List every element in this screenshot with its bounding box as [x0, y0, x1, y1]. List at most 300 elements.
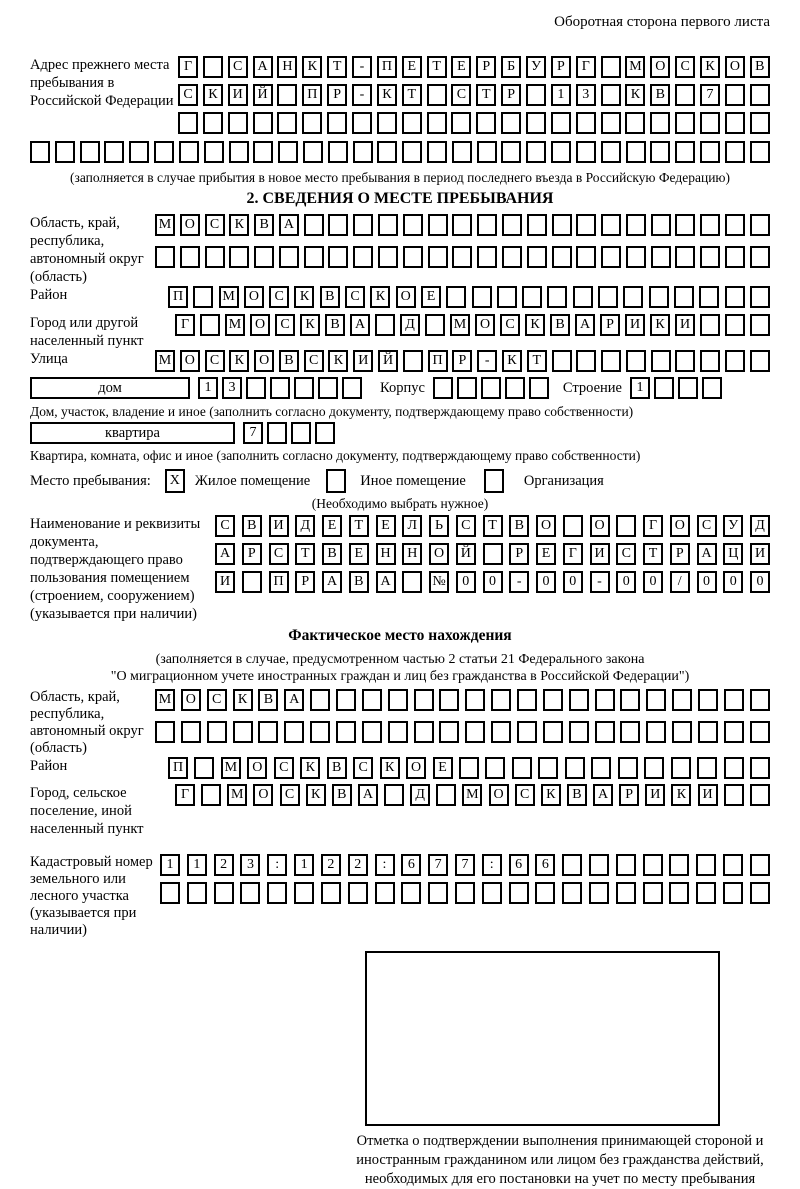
char-cell[interactable]: [723, 882, 743, 904]
char-cell[interactable]: [522, 286, 542, 308]
char-cell[interactable]: [725, 214, 745, 236]
char-cell[interactable]: [700, 246, 720, 268]
char-cell[interactable]: :: [267, 854, 287, 876]
char-cell[interactable]: К: [300, 314, 320, 336]
char-cell[interactable]: 1: [187, 854, 207, 876]
char-cell[interactable]: С: [275, 314, 295, 336]
char-cell[interactable]: [700, 214, 720, 236]
kadastr-row-1[interactable]: [160, 854, 770, 876]
char-cell[interactable]: С: [675, 56, 695, 78]
char-cell[interactable]: [696, 882, 716, 904]
char-cell[interactable]: [643, 854, 663, 876]
char-cell[interactable]: [377, 141, 397, 163]
char-cell[interactable]: [725, 141, 745, 163]
char-cell[interactable]: О: [725, 56, 745, 78]
char-cell[interactable]: 3: [576, 84, 596, 106]
char-cell[interactable]: Н: [277, 56, 297, 78]
char-cell[interactable]: И: [228, 84, 248, 106]
char-cell[interactable]: В: [509, 515, 529, 537]
char-cell[interactable]: Г: [178, 56, 198, 78]
char-cell[interactable]: Е: [376, 515, 396, 537]
char-cell[interactable]: [436, 784, 456, 806]
char-cell[interactable]: [750, 246, 770, 268]
char-cell[interactable]: [526, 141, 546, 163]
char-cell[interactable]: [552, 214, 572, 236]
char-cell[interactable]: [675, 350, 695, 372]
char-cell[interactable]: [696, 854, 716, 876]
char-cell[interactable]: С: [269, 286, 289, 308]
char-cell[interactable]: [526, 84, 546, 106]
char-cell[interactable]: [723, 854, 743, 876]
char-cell[interactable]: Ь: [429, 515, 449, 537]
char-cell[interactable]: Е: [322, 515, 342, 537]
char-cell[interactable]: [750, 882, 770, 904]
char-cell[interactable]: [724, 757, 744, 779]
char-cell[interactable]: [403, 214, 423, 236]
char-cell[interactable]: [253, 112, 273, 134]
char-cell[interactable]: [193, 286, 213, 308]
char-cell[interactable]: М: [155, 689, 175, 711]
char-cell[interactable]: [214, 882, 234, 904]
char-cell[interactable]: [428, 214, 448, 236]
char-cell[interactable]: [620, 721, 640, 743]
char-cell[interactable]: И: [675, 314, 695, 336]
char-cell[interactable]: [626, 246, 646, 268]
char-cell[interactable]: С: [207, 689, 227, 711]
char-cell[interactable]: С: [304, 350, 324, 372]
char-cell[interactable]: [750, 314, 770, 336]
char-cell[interactable]: С: [280, 784, 300, 806]
char-cell[interactable]: О: [670, 515, 690, 537]
char-cell[interactable]: Р: [242, 543, 262, 565]
char-cell[interactable]: В: [322, 543, 342, 565]
char-cell[interactable]: Д: [410, 784, 430, 806]
char-cell[interactable]: К: [233, 689, 253, 711]
char-cell[interactable]: [203, 112, 223, 134]
char-cell[interactable]: [601, 214, 621, 236]
char-cell[interactable]: С: [228, 56, 248, 78]
char-cell[interactable]: К: [229, 214, 249, 236]
char-cell[interactable]: [491, 689, 511, 711]
char-cell[interactable]: [310, 689, 330, 711]
char-cell[interactable]: [362, 689, 382, 711]
char-cell[interactable]: 1: [294, 854, 314, 876]
char-cell[interactable]: Р: [670, 543, 690, 565]
char-cell[interactable]: Е: [402, 56, 422, 78]
char-cell[interactable]: [551, 112, 571, 134]
char-cell[interactable]: П: [302, 84, 322, 106]
char-cell[interactable]: А: [284, 689, 304, 711]
char-cell[interactable]: [294, 882, 314, 904]
prev-address-row-4[interactable]: [30, 141, 770, 163]
char-cell[interactable]: 3: [222, 377, 242, 399]
char-cell[interactable]: [654, 377, 674, 399]
char-cell[interactable]: [616, 882, 636, 904]
char-cell[interactable]: [626, 214, 646, 236]
char-cell[interactable]: [589, 854, 609, 876]
char-cell[interactable]: [551, 141, 571, 163]
char-cell[interactable]: [277, 84, 297, 106]
char-cell[interactable]: [377, 112, 397, 134]
char-cell[interactable]: [328, 141, 348, 163]
char-cell[interactable]: [481, 377, 501, 399]
char-cell[interactable]: Р: [476, 56, 496, 78]
char-cell[interactable]: А: [358, 784, 378, 806]
char-cell[interactable]: [750, 141, 770, 163]
char-cell[interactable]: К: [525, 314, 545, 336]
char-cell[interactable]: [240, 882, 260, 904]
char-cell[interactable]: [517, 721, 537, 743]
char-cell[interactable]: Й: [378, 350, 398, 372]
char-cell[interactable]: [527, 246, 547, 268]
char-cell[interactable]: В: [750, 56, 770, 78]
char-cell[interactable]: [414, 689, 434, 711]
char-cell[interactable]: [403, 246, 423, 268]
char-cell[interactable]: [517, 689, 537, 711]
char-cell[interactable]: Р: [551, 56, 571, 78]
char-cell[interactable]: [725, 286, 745, 308]
char-cell[interactable]: [154, 141, 174, 163]
char-cell[interactable]: [702, 377, 722, 399]
char-cell[interactable]: [201, 784, 221, 806]
char-cell[interactable]: [302, 112, 322, 134]
char-cell[interactable]: Й: [253, 84, 273, 106]
char-cell[interactable]: 1: [551, 84, 571, 106]
char-cell[interactable]: [229, 141, 249, 163]
char-cell[interactable]: К: [380, 757, 400, 779]
char-cell[interactable]: [616, 854, 636, 876]
char-cell[interactable]: Р: [509, 543, 529, 565]
kvartira-box[interactable]: квартира: [30, 422, 235, 444]
char-cell[interactable]: /: [670, 571, 690, 593]
char-cell[interactable]: [543, 689, 563, 711]
char-cell[interactable]: В: [254, 214, 274, 236]
dom-box[interactable]: дом: [30, 377, 190, 399]
char-cell[interactable]: С: [697, 515, 717, 537]
char-cell[interactable]: [595, 721, 615, 743]
char-cell[interactable]: [294, 377, 314, 399]
char-cell[interactable]: [321, 882, 341, 904]
char-cell[interactable]: [246, 377, 266, 399]
char-cell[interactable]: [327, 112, 347, 134]
char-cell[interactable]: [200, 314, 220, 336]
char-cell[interactable]: [697, 757, 717, 779]
char-cell[interactable]: [477, 246, 497, 268]
char-cell[interactable]: [336, 689, 356, 711]
char-cell[interactable]: [535, 882, 555, 904]
char-cell[interactable]: [353, 214, 373, 236]
char-cell[interactable]: [428, 882, 448, 904]
document-row-1[interactable]: [215, 515, 770, 537]
char-cell[interactable]: [569, 689, 589, 711]
char-cell[interactable]: [650, 112, 670, 134]
char-cell[interactable]: С: [456, 515, 476, 537]
char-cell[interactable]: [187, 882, 207, 904]
char-cell[interactable]: [451, 112, 471, 134]
char-cell[interactable]: [651, 246, 671, 268]
char-cell[interactable]: [284, 721, 304, 743]
char-cell[interactable]: №: [429, 571, 449, 593]
char-cell[interactable]: С: [515, 784, 535, 806]
char-cell[interactable]: М: [462, 784, 482, 806]
char-cell[interactable]: Г: [175, 314, 195, 336]
char-cell[interactable]: 7: [455, 854, 475, 876]
kvartira-cells[interactable]: [243, 422, 335, 444]
char-cell[interactable]: С: [451, 84, 471, 106]
char-cell[interactable]: О: [253, 784, 273, 806]
char-cell[interactable]: [482, 882, 502, 904]
char-cell[interactable]: [501, 112, 521, 134]
char-cell[interactable]: [205, 246, 225, 268]
char-cell[interactable]: [303, 141, 323, 163]
char-cell[interactable]: [267, 422, 287, 444]
char-cell[interactable]: [750, 286, 770, 308]
char-cell[interactable]: [601, 350, 621, 372]
char-cell[interactable]: [573, 286, 593, 308]
char-cell[interactable]: С: [616, 543, 636, 565]
char-cell[interactable]: 0: [616, 571, 636, 593]
char-cell[interactable]: 6: [401, 854, 421, 876]
char-cell[interactable]: М: [155, 214, 175, 236]
char-cell[interactable]: [576, 214, 596, 236]
char-cell[interactable]: [698, 721, 718, 743]
char-cell[interactable]: [598, 286, 618, 308]
char-cell[interactable]: [502, 214, 522, 236]
char-cell[interactable]: [457, 377, 477, 399]
char-cell[interactable]: [497, 286, 517, 308]
char-cell[interactable]: [678, 377, 698, 399]
char-cell[interactable]: Р: [327, 84, 347, 106]
char-cell[interactable]: Р: [619, 784, 639, 806]
char-cell[interactable]: Т: [349, 515, 369, 537]
char-cell[interactable]: [402, 112, 422, 134]
char-cell[interactable]: И: [353, 350, 373, 372]
char-cell[interactable]: 6: [509, 854, 529, 876]
char-cell[interactable]: М: [221, 757, 241, 779]
char-cell[interactable]: [178, 112, 198, 134]
char-cell[interactable]: [618, 757, 638, 779]
char-cell[interactable]: [675, 112, 695, 134]
char-cell[interactable]: [455, 882, 475, 904]
char-cell[interactable]: [750, 784, 770, 806]
char-cell[interactable]: [207, 721, 227, 743]
char-cell[interactable]: О: [406, 757, 426, 779]
char-cell[interactable]: М: [155, 350, 175, 372]
char-cell[interactable]: [155, 721, 175, 743]
char-cell[interactable]: [352, 112, 372, 134]
char-cell[interactable]: И: [645, 784, 665, 806]
char-cell[interactable]: 0: [697, 571, 717, 593]
char-cell[interactable]: Е: [451, 56, 471, 78]
char-cell[interactable]: [427, 84, 447, 106]
char-cell[interactable]: [291, 422, 311, 444]
char-cell[interactable]: [672, 689, 692, 711]
char-cell[interactable]: [526, 112, 546, 134]
char-cell[interactable]: К: [302, 56, 322, 78]
char-cell[interactable]: [623, 286, 643, 308]
char-cell[interactable]: [491, 721, 511, 743]
char-cell[interactable]: [750, 721, 770, 743]
document-row-2[interactable]: [215, 543, 770, 565]
char-cell[interactable]: [651, 350, 671, 372]
char-cell[interactable]: О: [475, 314, 495, 336]
char-cell[interactable]: [589, 882, 609, 904]
char-cell[interactable]: [576, 350, 596, 372]
char-cell[interactable]: [601, 141, 621, 163]
char-cell[interactable]: [601, 56, 621, 78]
char-cell[interactable]: [750, 350, 770, 372]
char-cell[interactable]: [401, 882, 421, 904]
char-cell[interactable]: К: [306, 784, 326, 806]
char-cell[interactable]: П: [168, 286, 188, 308]
char-cell[interactable]: О: [536, 515, 556, 537]
char-cell[interactable]: П: [168, 757, 188, 779]
char-cell[interactable]: В: [567, 784, 587, 806]
char-cell[interactable]: [55, 141, 75, 163]
char-cell[interactable]: [750, 84, 770, 106]
char-cell[interactable]: [342, 377, 362, 399]
char-cell[interactable]: -: [352, 84, 372, 106]
char-cell[interactable]: [562, 854, 582, 876]
char-cell[interactable]: [328, 214, 348, 236]
char-cell[interactable]: С: [205, 214, 225, 236]
char-cell[interactable]: [402, 141, 422, 163]
char-cell[interactable]: В: [550, 314, 570, 336]
char-cell[interactable]: С: [353, 757, 373, 779]
char-cell[interactable]: [565, 757, 585, 779]
char-cell[interactable]: [228, 112, 248, 134]
char-cell[interactable]: С: [500, 314, 520, 336]
char-cell[interactable]: [129, 141, 149, 163]
char-cell[interactable]: Т: [483, 515, 503, 537]
char-cell[interactable]: [465, 689, 485, 711]
char-cell[interactable]: М: [227, 784, 247, 806]
char-cell[interactable]: [649, 286, 669, 308]
char-cell[interactable]: :: [482, 854, 502, 876]
char-cell[interactable]: [700, 314, 720, 336]
char-cell[interactable]: [698, 689, 718, 711]
char-cell[interactable]: [446, 286, 466, 308]
char-cell[interactable]: [671, 757, 691, 779]
char-cell[interactable]: [279, 246, 299, 268]
char-cell[interactable]: [724, 721, 744, 743]
char-cell[interactable]: [547, 286, 567, 308]
char-cell[interactable]: [625, 112, 645, 134]
char-cell[interactable]: 1: [198, 377, 218, 399]
char-cell[interactable]: В: [279, 350, 299, 372]
char-cell[interactable]: [160, 882, 180, 904]
char-cell[interactable]: А: [322, 571, 342, 593]
char-cell[interactable]: 7: [428, 854, 448, 876]
char-cell[interactable]: [378, 246, 398, 268]
char-cell[interactable]: С: [274, 757, 294, 779]
char-cell[interactable]: Т: [527, 350, 547, 372]
char-cell[interactable]: [203, 56, 223, 78]
char-cell[interactable]: С: [205, 350, 225, 372]
char-cell[interactable]: К: [377, 84, 397, 106]
char-cell[interactable]: Н: [376, 543, 396, 565]
char-cell[interactable]: [452, 214, 472, 236]
char-cell[interactable]: М: [450, 314, 470, 336]
char-cell[interactable]: [483, 543, 503, 565]
char-cell[interactable]: [425, 314, 445, 336]
char-cell[interactable]: [477, 141, 497, 163]
char-cell[interactable]: [750, 854, 770, 876]
char-cell[interactable]: [675, 141, 695, 163]
char-cell[interactable]: [242, 571, 262, 593]
char-cell[interactable]: У: [526, 56, 546, 78]
char-cell[interactable]: [258, 721, 278, 743]
char-cell[interactable]: [724, 689, 744, 711]
char-cell[interactable]: М: [225, 314, 245, 336]
char-cell[interactable]: -: [352, 56, 372, 78]
char-cell[interactable]: [543, 721, 563, 743]
char-cell[interactable]: [700, 112, 720, 134]
char-cell[interactable]: Ц: [723, 543, 743, 565]
char-cell[interactable]: -: [509, 571, 529, 593]
char-cell[interactable]: [439, 689, 459, 711]
char-cell[interactable]: Е: [536, 543, 556, 565]
char-cell[interactable]: Т: [295, 543, 315, 565]
char-cell[interactable]: Г: [563, 543, 583, 565]
char-cell[interactable]: [179, 141, 199, 163]
char-cell[interactable]: [563, 515, 583, 537]
char-cell[interactable]: [229, 246, 249, 268]
char-cell[interactable]: В: [650, 84, 670, 106]
char-cell[interactable]: [472, 286, 492, 308]
char-cell[interactable]: [675, 214, 695, 236]
fact-oblast-row-2[interactable]: [155, 721, 770, 743]
char-cell[interactable]: К: [300, 757, 320, 779]
char-cell[interactable]: Р: [501, 84, 521, 106]
char-cell[interactable]: [725, 112, 745, 134]
char-cell[interactable]: [620, 689, 640, 711]
korpus-cells[interactable]: [433, 377, 549, 399]
char-cell[interactable]: [725, 246, 745, 268]
dom-cells[interactable]: [198, 377, 362, 399]
fact-gorod-row[interactable]: [175, 784, 770, 806]
char-cell[interactable]: И: [698, 784, 718, 806]
char-cell[interactable]: 1: [160, 854, 180, 876]
prev-address-row-3[interactable]: [178, 112, 770, 134]
char-cell[interactable]: О: [180, 214, 200, 236]
char-cell[interactable]: С: [178, 84, 198, 106]
char-cell[interactable]: [181, 721, 201, 743]
char-cell[interactable]: А: [253, 56, 273, 78]
char-cell[interactable]: А: [697, 543, 717, 565]
char-cell[interactable]: [700, 141, 720, 163]
char-cell[interactable]: М: [219, 286, 239, 308]
char-cell[interactable]: [601, 84, 621, 106]
char-cell[interactable]: К: [328, 350, 348, 372]
char-cell[interactable]: Т: [476, 84, 496, 106]
char-cell[interactable]: Г: [643, 515, 663, 537]
char-cell[interactable]: [725, 84, 745, 106]
char-cell[interactable]: 0: [483, 571, 503, 593]
char-cell[interactable]: :: [375, 854, 395, 876]
char-cell[interactable]: Р: [295, 571, 315, 593]
char-cell[interactable]: [505, 377, 525, 399]
char-cell[interactable]: Н: [402, 543, 422, 565]
char-cell[interactable]: [310, 721, 330, 743]
char-cell[interactable]: [527, 214, 547, 236]
stroenie-cells[interactable]: [630, 377, 722, 399]
char-cell[interactable]: [569, 721, 589, 743]
char-cell[interactable]: [428, 246, 448, 268]
char-cell[interactable]: В: [242, 515, 262, 537]
char-cell[interactable]: К: [502, 350, 522, 372]
char-cell[interactable]: [253, 141, 273, 163]
